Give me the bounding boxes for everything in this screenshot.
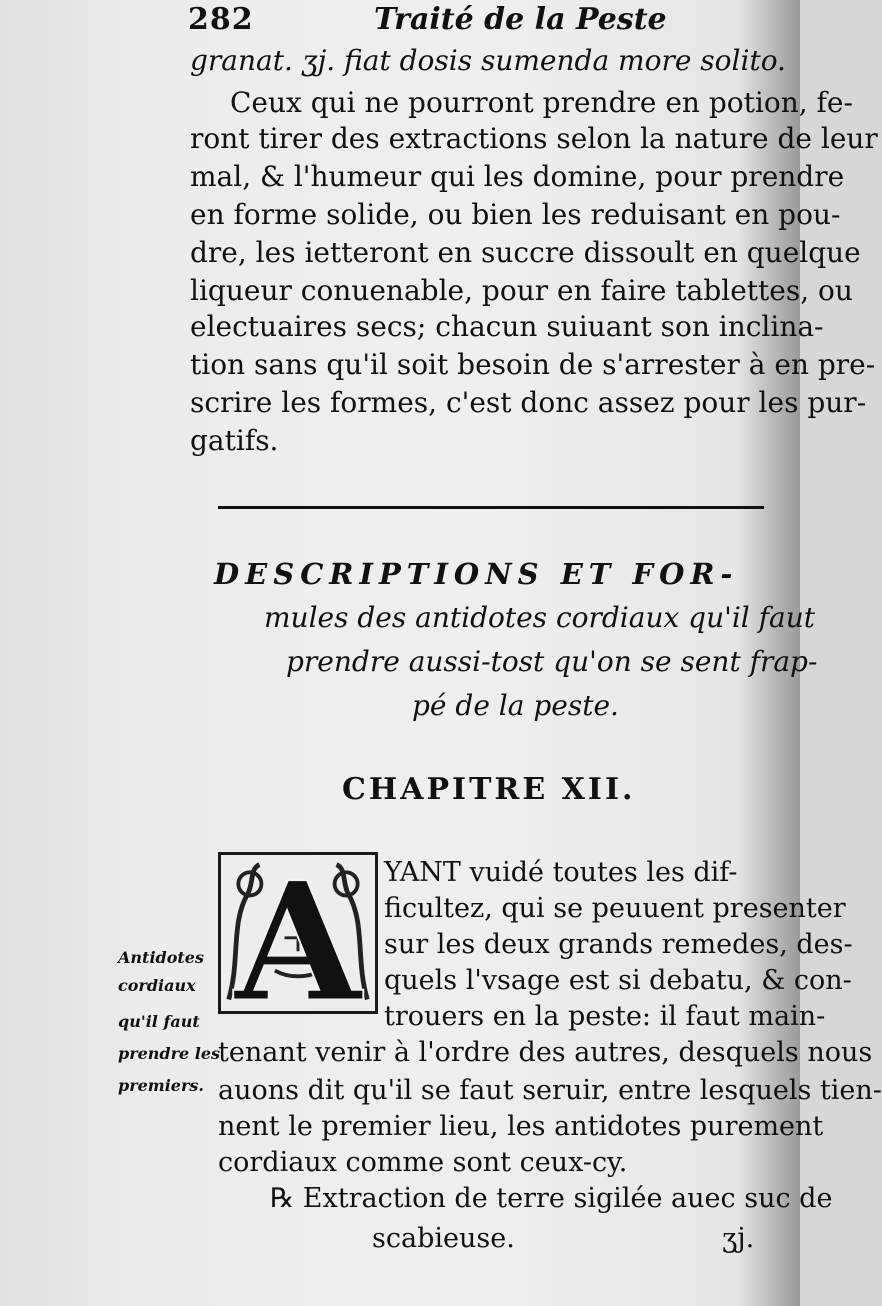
page-header <box>188 2 788 42</box>
margin-note-line: Antidotes <box>118 948 204 967</box>
margin-note-line: qu'il faut <box>118 1012 200 1031</box>
section-heading-line: mules des antidotes cordiaux qu'il faut <box>264 601 815 634</box>
section-heading-line: DESCRIPTIONS ET FOR- <box>214 557 739 591</box>
text-line: ℞ Extraction de terre sigilée auec suc de <box>270 1183 833 1214</box>
text-line: Ceux qui ne pourront prendre en potion, fe- <box>230 86 853 119</box>
text-line: dre, les ietteront en succre dissoult en quelque <box>190 236 861 269</box>
text-line: mal, & l'humeur qui les domine, pour prendre <box>190 160 845 193</box>
margin-note-line: cordiaux <box>118 976 196 995</box>
text-line: nent le premier lieu, les antidotes purement <box>218 1111 824 1142</box>
section-heading-line: prendre aussi-tost qu'on se sent frap- <box>286 645 818 678</box>
text-line: ʒj. <box>722 1223 755 1254</box>
margin-note-line: prendre les <box>118 1044 221 1063</box>
text-line: scabieuse. <box>372 1223 515 1254</box>
running-title: Traité de la Peste <box>374 2 667 37</box>
drop-cap-letter: A <box>234 845 362 1039</box>
text-line: ront tirer des extractions selon la nature de leur <box>190 122 878 155</box>
margin-note-line: premiers. <box>118 1076 204 1095</box>
ornament-icon <box>221 845 375 1039</box>
text-line: en forme solide, ou bien les reduisant en pou- <box>190 198 841 231</box>
text-line: trouers en la peste: il faut main- <box>384 1001 826 1032</box>
text-line: tion sans qu'il soit besoin de s'arrester à en pre- <box>190 348 876 381</box>
text-line: electuaires secs; chacun suiuant son inclina- <box>190 310 824 343</box>
text-line: sur les deux grands remedes, des- <box>384 929 853 960</box>
text-line: YANT vuidé toutes les dif- <box>384 857 738 888</box>
text-line: auons dit qu'il se faut seruir, entre lesquels tien- <box>218 1075 882 1106</box>
text-line: ficultez, qui se peuuent presenter <box>384 893 846 924</box>
decorated-initial <box>218 845 378 1039</box>
page-number: 282 <box>188 2 254 37</box>
section-rule <box>218 506 764 509</box>
text-line: tenant venir à l'ordre des autres, desquels nous <box>218 1037 873 1068</box>
text-line: liqueur conuenable, pour en faire tablettes, ou <box>190 274 853 307</box>
text-line: gatifs. <box>190 424 279 457</box>
text-line: quels l'vsage est si debatu, & con- <box>384 965 852 996</box>
section-heading-line: pé de la peste. <box>412 689 619 722</box>
text-line: granat. ʒj. fiat dosis sumenda more solito. <box>190 44 786 77</box>
chapter-title: CHAPITRE XII. <box>342 772 636 807</box>
text-line: cordiaux comme sont ceux-cy. <box>218 1147 628 1178</box>
text-line: scrire les formes, c'est donc assez pour les pur- <box>190 386 867 419</box>
